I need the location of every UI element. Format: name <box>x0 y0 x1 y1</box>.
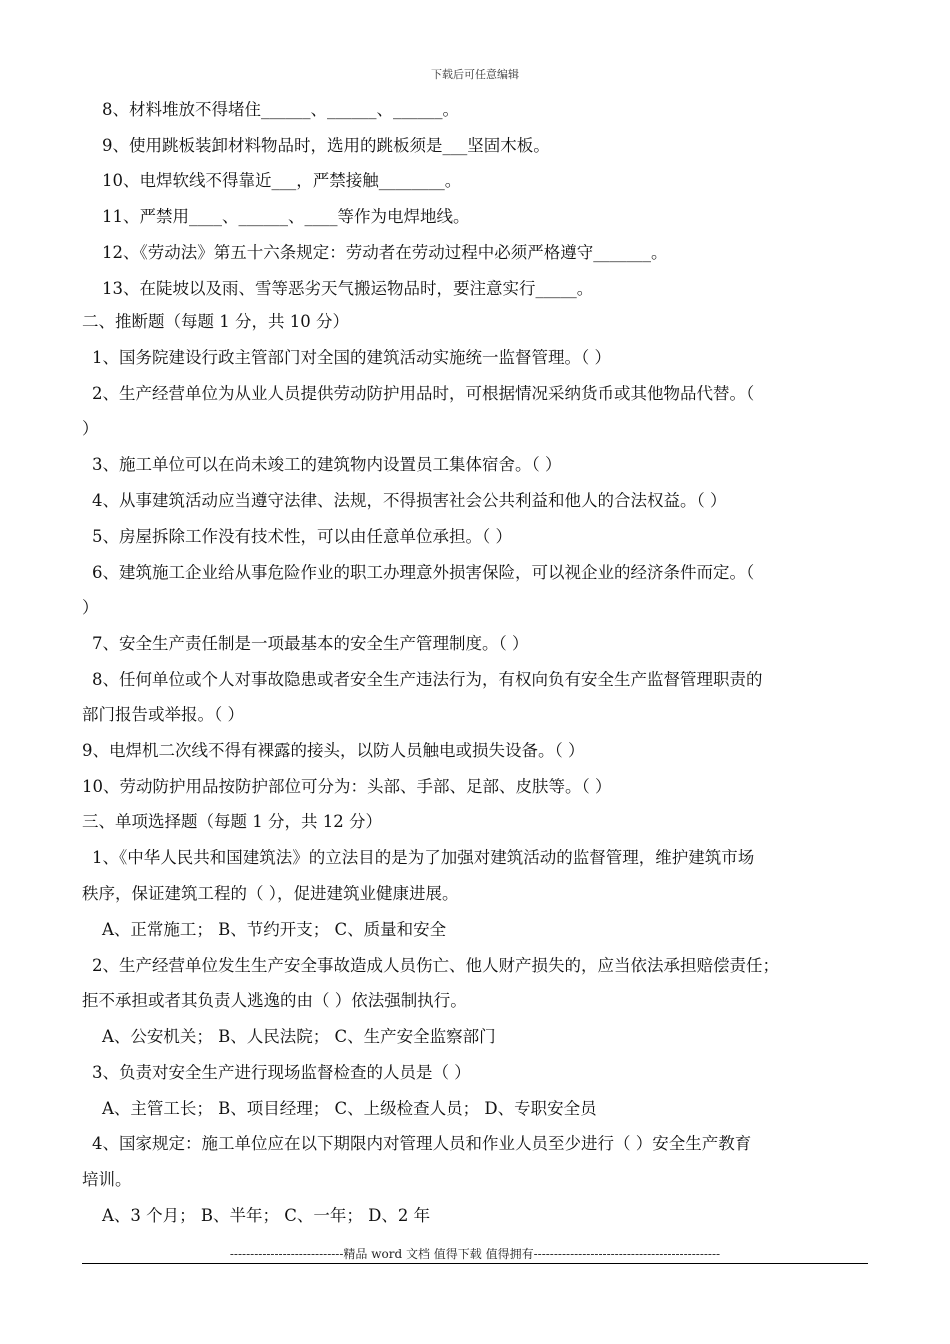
text-line <box>82 812 382 832</box>
line-text: 3、负责对安全生产进行现场监督检查的人员是（ ） <box>92 1063 471 1082</box>
text-line <box>102 207 470 227</box>
line-text: 。 <box>576 279 594 298</box>
text-line <box>102 171 461 191</box>
page-header: 下载后可任意编辑 <box>431 68 519 81</box>
text-line <box>102 279 593 299</box>
page-footer: ----------------------------精品 word 文档 值得下载 值得拥有---------------------------------------------- <box>229 1247 721 1261</box>
line-text: 1、《中华人民共和国建筑法》的立法目的是为了加强对建筑活动的监督管理，维护建筑市场 <box>92 848 755 867</box>
text-line <box>82 705 244 725</box>
fill-blank: _______ <box>593 243 651 262</box>
text-line <box>92 1063 471 1083</box>
text-line <box>82 884 459 904</box>
line-text: A、正常施工； B、节约开支； C、质量和安全 <box>102 920 447 939</box>
line-text: 12、《劳动法》第五十六条规定：劳动者在劳动过程中必须严格遵守 <box>102 243 594 262</box>
text-line <box>82 741 585 761</box>
line-text: 2、生产经营单位为从业人员提供劳动防护用品时，可根据情况采纳货币或其他物品代替。（ <box>92 384 755 403</box>
text-line <box>92 527 512 547</box>
line-text: 拒不承担或者其负责人逃逸的由（ ）依法强制执行。 <box>82 991 467 1010</box>
line-text: 8、材料堆放不得堵住 <box>102 100 261 119</box>
line-text: 秩序，保证建筑工程的（ ），促进建筑业健康进展。 <box>82 884 459 903</box>
text-line <box>92 563 754 583</box>
line-text: 。 <box>442 100 459 119</box>
line-text: 二、推断题（每题 1 分，共 10 分） <box>82 312 349 331</box>
line-text: 13、在陡坡以及雨、雪等恶劣天气搬运物品时，要注意实行 <box>102 279 536 298</box>
line-text: 1、国务院建设行政主管部门对全国的建筑活动实施统一监督管理。（ ） <box>92 348 611 367</box>
line-text: 等作为电焊地线。 <box>337 207 470 226</box>
text-line <box>82 419 99 439</box>
fill-blank: ___ <box>271 171 297 190</box>
text-line <box>102 1206 430 1226</box>
text-line <box>82 991 467 1011</box>
line-text: 坚固木板。 <box>467 136 550 155</box>
text-line <box>92 670 763 690</box>
text-line <box>102 136 550 156</box>
line-text: 10、电焊软线不得靠近 <box>102 171 272 190</box>
line-text: 6、建筑施工企业给从事危险作业的职工办理意外损害保险，可以视企业的经济条件而定。（ <box>92 563 755 582</box>
line-text: 2、生产经营单位发生生产安全事故造成人员伤亡、他人财产损失的，应当依法承担赔偿责任； <box>92 956 779 975</box>
text-line <box>92 348 611 368</box>
footer-rule <box>82 1263 868 1264</box>
line-text: 7、安全生产责任制是一项最基本的安全生产管理制度。（ ） <box>92 634 529 653</box>
line-text: 9、电焊机二次线不得有裸露的接头，以防人员触电或损失设备。（ ） <box>82 741 585 760</box>
line-text: 3、施工单位可以在尚未竣工的建筑物内设置员工集体宿舍。（ ） <box>92 455 562 474</box>
text-line <box>82 312 349 332</box>
line-text: 。 <box>444 171 462 190</box>
text-line <box>102 1099 597 1119</box>
line-text: ，严禁接触 <box>296 171 379 190</box>
text-line <box>92 1134 751 1154</box>
line-text: 4、从事建筑活动应当遵守法律、法规，不得损害社会公共利益和他人的合法权益。（ ） <box>92 491 727 510</box>
text-line <box>82 777 612 797</box>
text-line <box>102 1027 496 1047</box>
line-text: A、3 个月； B、半年； C、一年； D、2 年 <box>102 1206 431 1225</box>
line-text: 5、房屋拆除工作没有技术性，可以由任意单位承担。（ ） <box>92 527 512 546</box>
line-text: 4、国家规定：施工单位应在以下期限内对管理人员和作业人员至少进行（ ）安全生产教育 <box>92 1134 752 1153</box>
line-text: ） <box>82 598 99 617</box>
text-line <box>92 848 754 868</box>
line-text: A、主管工长； B、项目经理； C、上级检查人员； D、专职安全员 <box>102 1099 597 1118</box>
line-text: 。 <box>651 243 668 262</box>
text-line <box>92 956 779 976</box>
line-text: 部门报告或举报。（ ） <box>82 705 244 724</box>
text-line <box>92 384 754 404</box>
text-line <box>102 920 446 940</box>
fill-blank: ____、______、____ <box>189 207 338 226</box>
fill-blank: ______、______、______ <box>261 100 443 119</box>
line-text: A、公安机关； B、人民法院； C、生产安全监察部门 <box>102 1027 496 1046</box>
text-line <box>82 1170 132 1190</box>
text-line <box>92 491 727 511</box>
line-text: 11、严禁用 <box>102 207 189 226</box>
fill-blank: ___ <box>442 136 468 155</box>
line-text: ） <box>82 419 99 438</box>
text-line <box>82 598 99 618</box>
fill-blank: _____ <box>535 279 577 298</box>
text-line <box>102 100 459 120</box>
line-text: 培训。 <box>82 1170 132 1189</box>
fill-blank: ________ <box>378 171 445 190</box>
line-text: 9、使用跳板装卸材料物品时，选用的跳板须是 <box>102 136 443 155</box>
text-line <box>102 243 668 263</box>
line-text: 8、任何单位或个人对事故隐患或者安全生产违法行为，有权向负有安全生产监督管理职责的 <box>92 670 763 689</box>
text-line <box>92 455 562 475</box>
text-line <box>92 634 529 654</box>
line-text: 10、劳动防护用品按防护部位可分为：头部、手部、足部、皮肤等。（ ） <box>82 777 612 796</box>
line-text: 三、单项选择题（每题 1 分，共 12 分） <box>82 812 382 831</box>
